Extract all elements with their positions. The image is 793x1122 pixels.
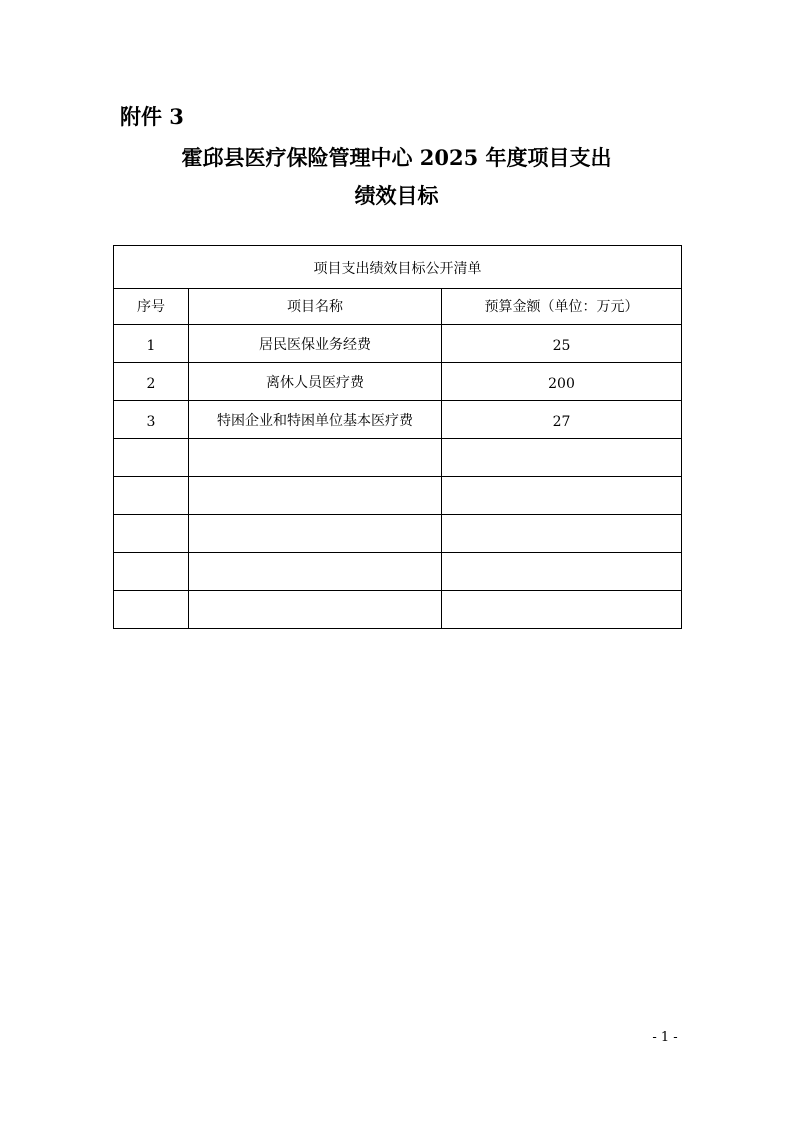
row-number [114, 515, 189, 553]
row-budget-amount [442, 515, 682, 553]
document-title-line-2: 绩效目标 [354, 183, 439, 208]
row-budget-amount: 27 [442, 401, 682, 439]
table-row-empty [114, 591, 682, 629]
row-project-name: 居民医保业务经费 [189, 325, 442, 363]
row-project-name [189, 591, 442, 629]
table-row-empty [114, 553, 682, 591]
row-project-name [189, 439, 442, 477]
row-budget-amount [442, 439, 682, 477]
column-header-budget-amount: 预算金额（单位：万元） [442, 289, 682, 325]
row-project-name: 离休人员医疗费 [189, 363, 442, 401]
row-budget-amount: 200 [442, 363, 682, 401]
table-row [114, 401, 682, 439]
row-budget-amount [442, 591, 682, 629]
table-row-empty [114, 439, 682, 477]
attachment-label: 附件 3 [120, 104, 184, 129]
performance-target-table [113, 245, 682, 629]
column-header-number: 序号 [114, 289, 189, 325]
row-number [114, 553, 189, 591]
row-project-name [189, 477, 442, 515]
table-row-empty [114, 477, 682, 515]
row-budget-amount [442, 477, 682, 515]
row-number: 3 [114, 401, 189, 439]
row-number [114, 439, 189, 477]
page-number: - 1 - [652, 1030, 678, 1045]
row-number [114, 477, 189, 515]
row-project-name: 特困企业和特困单位基本医疗费 [189, 401, 442, 439]
table-row [114, 363, 682, 401]
row-project-name [189, 515, 442, 553]
document-title-line-1: 霍邱县医疗保险管理中心 2025 年度项目支出 [181, 145, 612, 170]
column-header-project-name: 项目名称 [189, 289, 442, 325]
table-row [114, 325, 682, 363]
row-number [114, 591, 189, 629]
row-budget-amount: 25 [442, 325, 682, 363]
table-caption: 项目支出绩效目标公开清单 [114, 246, 682, 289]
row-project-name [189, 553, 442, 591]
table-caption-row [114, 246, 682, 289]
row-number: 1 [114, 325, 189, 363]
table-header-row [114, 289, 682, 325]
row-number: 2 [114, 363, 189, 401]
table-row-empty [114, 515, 682, 553]
row-budget-amount [442, 553, 682, 591]
